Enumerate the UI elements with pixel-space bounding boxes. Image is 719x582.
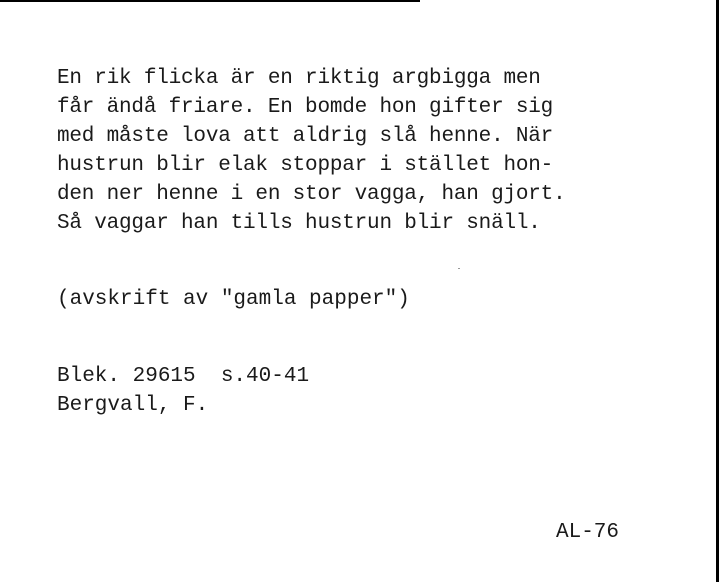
collector-name: Bergvall, F.: [57, 394, 209, 417]
reference-block: [57, 362, 309, 420]
card-top-edge: [0, 0, 420, 2]
archive-reference: Blek. 29615 s.40-41: [57, 365, 310, 388]
body-line: En rik flicka är en riktig argbigga men: [57, 67, 541, 90]
body-line: Så vaggar han tills hustrun blir snäll.: [57, 212, 541, 235]
body-line: med måste lova att aldrig slå henne. När: [57, 125, 554, 148]
paper-speck: [458, 268, 460, 269]
body-line: får ändå friare. En bomde hon gifter sig: [57, 96, 554, 119]
body-line: den ner henne i en stor vagga, han gjort.: [57, 183, 566, 206]
source-note: (avskrift av "gamla papper"): [57, 288, 410, 311]
body-line: hustrun blir elak stoppar i stället hon-: [57, 154, 554, 177]
card-body-text: [57, 64, 565, 238]
catalog-id: AL-76: [556, 521, 620, 544]
